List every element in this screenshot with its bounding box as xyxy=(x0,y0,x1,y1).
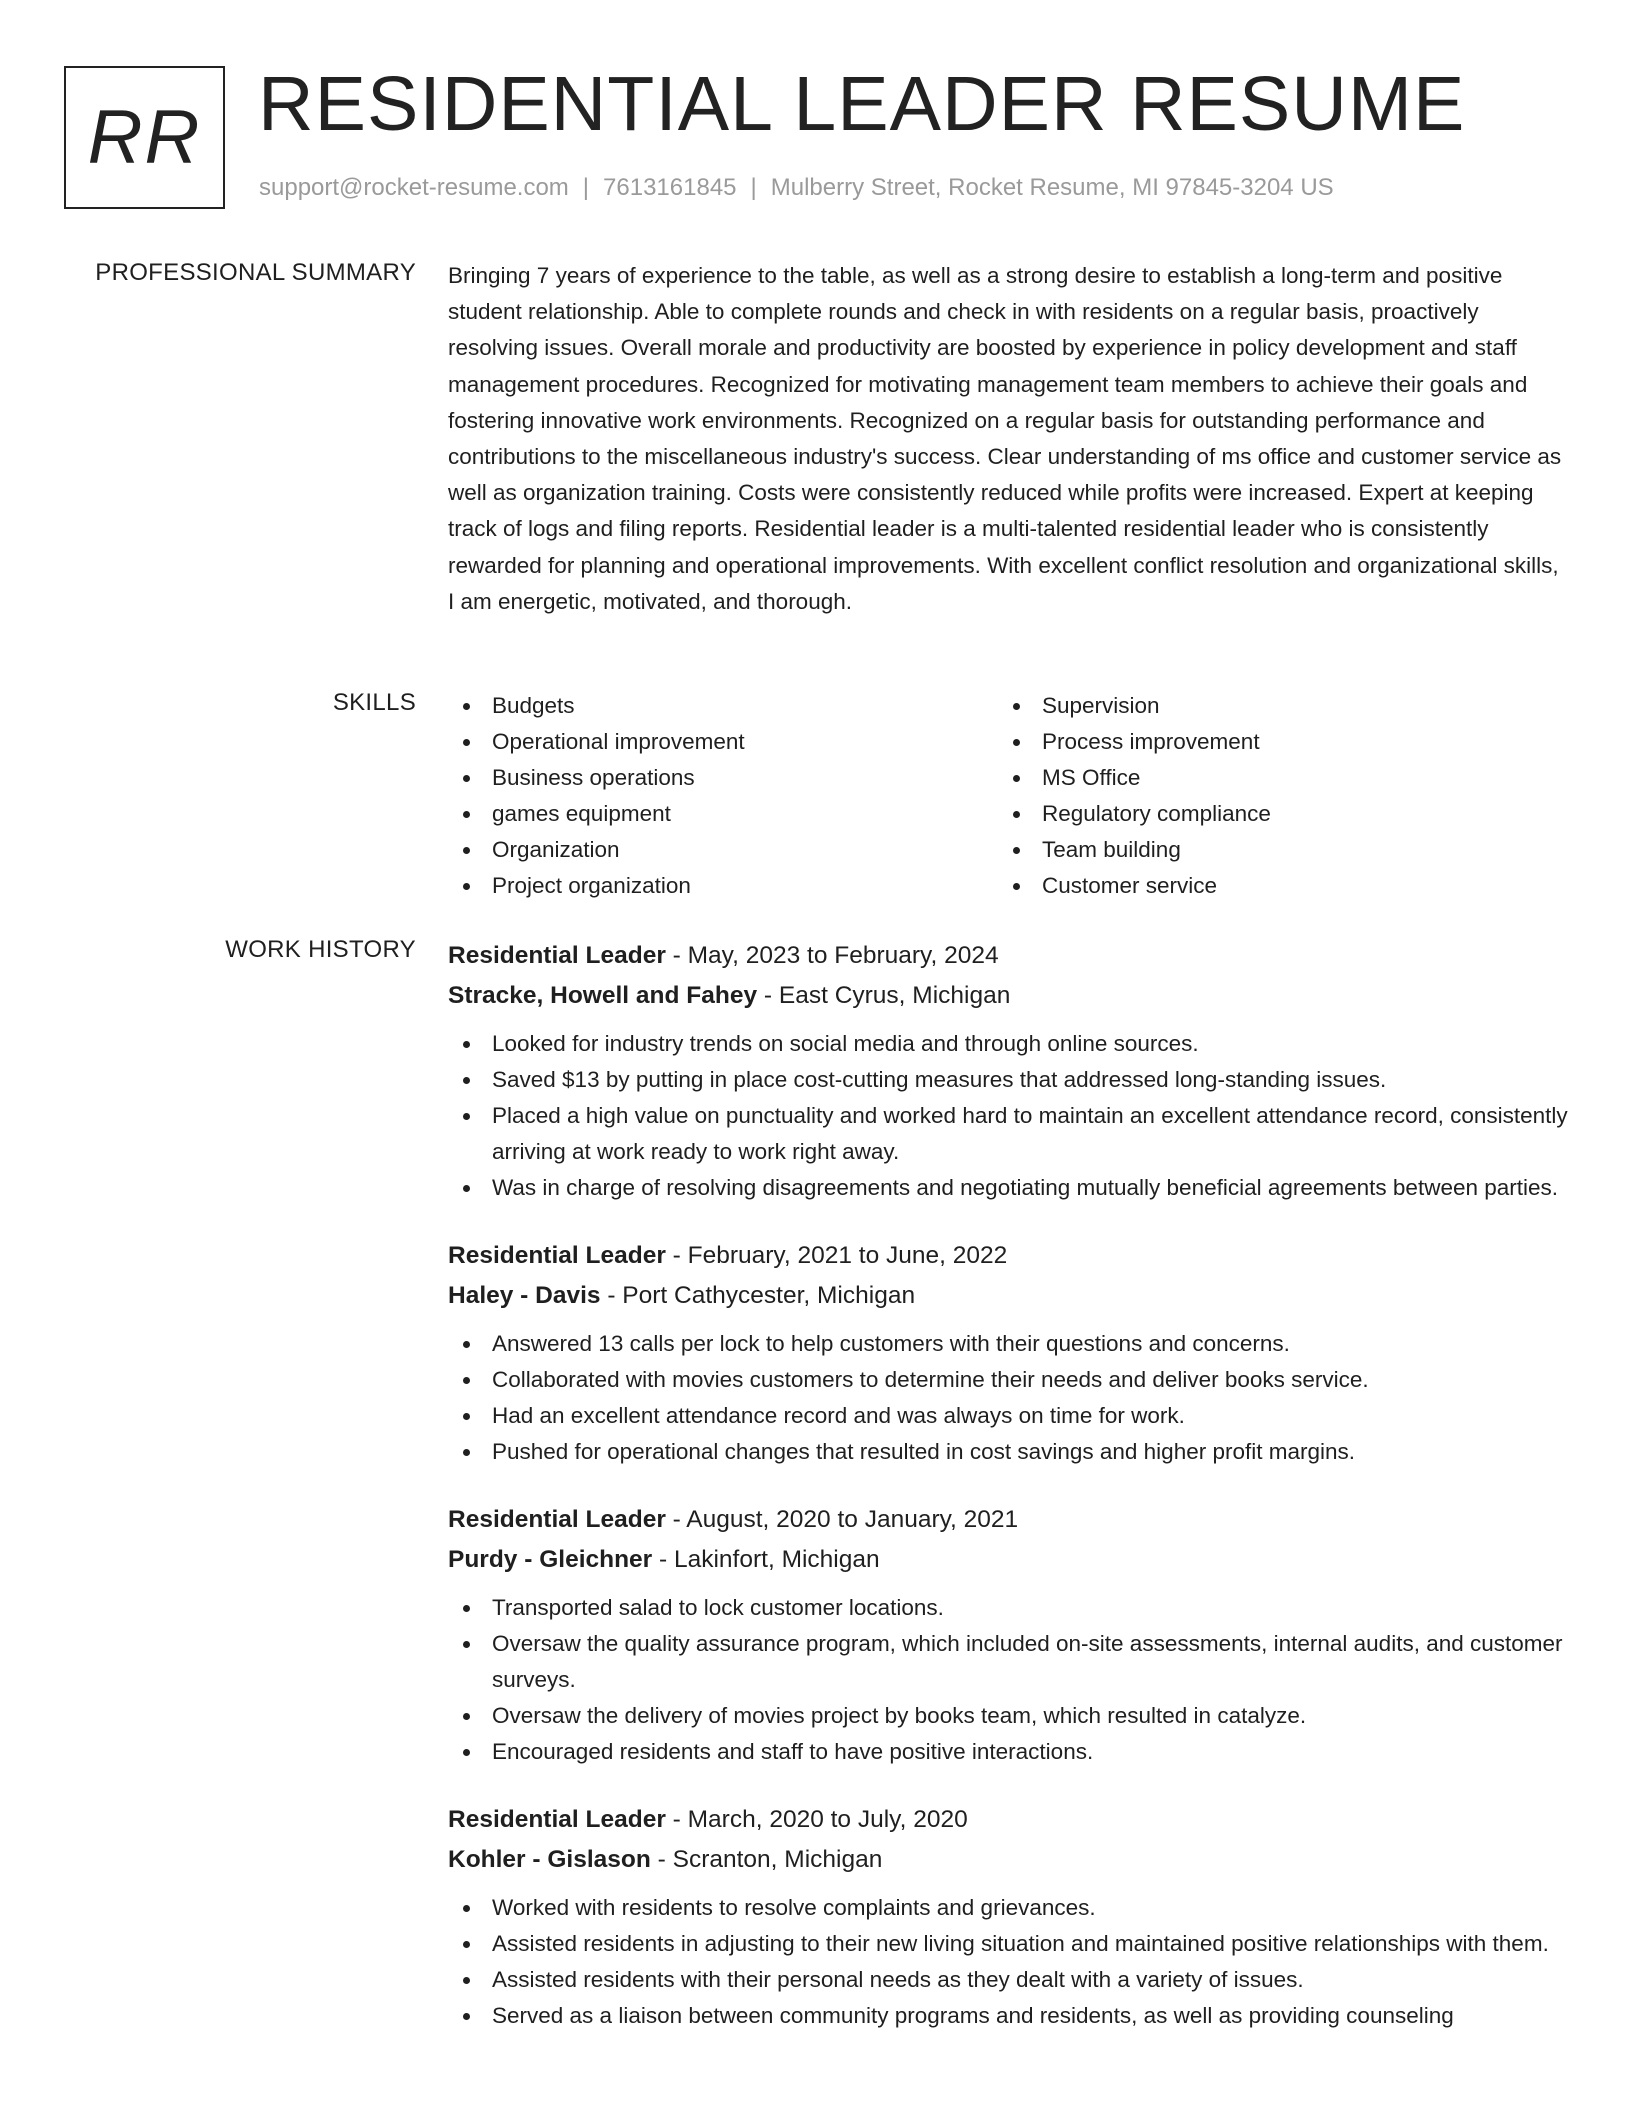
job-bullets xyxy=(448,1026,1568,1206)
job-title: Residential Leader xyxy=(448,1242,666,1269)
resume-title: RESIDENTIAL LEADER RESUME xyxy=(258,61,1466,147)
job-dates: - May, 2023 to February, 2024 xyxy=(665,942,999,969)
job-title-line xyxy=(448,1236,1568,1276)
skills-list-right xyxy=(998,688,1548,904)
contact-phone[interactable]: 7613161845 xyxy=(603,174,737,201)
job-title: Residential Leader xyxy=(448,1506,666,1533)
job-bullet-item: Encouraged residents and staff to have positive interactions. xyxy=(448,1734,1568,1770)
contact-address: Mulberry Street, Rocket Resume, MI 97845-3204 US xyxy=(770,174,1334,201)
contact-separator: | xyxy=(582,174,590,201)
job-entry xyxy=(448,936,1568,1206)
job-bullet-item: Oversaw the quality assurance program, which included on-site assessments, internal audits, and customer surveys. xyxy=(448,1626,1568,1698)
skills-heading: SKILLS xyxy=(332,689,416,716)
job-bullet-item: Looked for industry trends on social media and through online sources. xyxy=(448,1026,1568,1062)
job-location: - East Cyrus, Michigan xyxy=(757,982,1011,1009)
job-location: - Port Cathycester, Michigan xyxy=(600,1282,916,1309)
job-bullet-item: Worked with residents to resolve complaints and grievances. xyxy=(448,1890,1568,1926)
job-entry xyxy=(448,1500,1568,1770)
job-bullets xyxy=(448,1590,1568,1770)
monogram-logo: RR xyxy=(64,66,225,209)
skill-item: games equipment xyxy=(448,796,998,832)
work-history-heading: WORK HISTORY xyxy=(225,936,416,963)
job-bullet-item: Placed a high value on punctuality and worked hard to maintain an excellent attendance record, consistently arriving at work ready to work right away. xyxy=(448,1098,1568,1170)
contact-separator: | xyxy=(750,174,757,201)
job-title: Residential Leader xyxy=(448,942,666,969)
job-title: Residential Leader xyxy=(448,1806,666,1833)
job-bullet-item: Collaborated with movies customers to determine their needs and deliver books service. xyxy=(448,1362,1568,1398)
job-bullet-item: Saved $13 by putting in place cost-cutting measures that addressed long-standing issues. xyxy=(448,1062,1568,1098)
job-bullet-item: Transported salad to lock customer locations. xyxy=(448,1590,1568,1626)
job-entry xyxy=(448,1236,1568,1470)
skill-item: Customer service xyxy=(998,868,1548,904)
job-company: Purdy - Gleichner xyxy=(448,1546,653,1573)
job-company-line xyxy=(448,976,1568,1016)
job-company-line xyxy=(448,1840,1568,1880)
job-company: Kohler - Gislason xyxy=(448,1846,651,1873)
resume-header xyxy=(64,61,1584,210)
skill-item: Team building xyxy=(998,832,1548,868)
skill-item: Process improvement xyxy=(998,724,1548,760)
job-bullet-item: Had an excellent attendance record and was always on time for work. xyxy=(448,1398,1568,1434)
skill-item: Operational improvement xyxy=(448,724,998,760)
skill-item: Project organization xyxy=(448,868,998,904)
summary-heading: PROFESSIONAL SUMMARY xyxy=(95,259,416,286)
job-company-line xyxy=(448,1276,1568,1316)
job-bullet-item: Oversaw the delivery of movies project by books team, which resulted in catalyze. xyxy=(448,1698,1568,1734)
skill-item: Budgets xyxy=(448,688,998,724)
job-location: - Lakinfort, Michigan xyxy=(652,1546,880,1573)
job-title-line xyxy=(448,1500,1568,1540)
job-bullet-item: Assisted residents in adjusting to their new living situation and maintained positive relationships with them. xyxy=(448,1926,1568,1962)
job-bullet-item: Was in charge of resolving disagreements and negotiating mutually beneficial agreements between parties. xyxy=(448,1170,1568,1206)
job-bullets xyxy=(448,1890,1568,2034)
job-dates: - February, 2021 to June, 2022 xyxy=(665,1242,1008,1269)
job-bullet-item: Answered 13 calls per lock to help customers with their questions and concerns. xyxy=(448,1326,1568,1362)
skill-item: Supervision xyxy=(998,688,1548,724)
job-location: - Scranton, Michigan xyxy=(650,1846,883,1873)
summary-text: Bringing 7 years of experience to the table, as well as a strong desire to establish a long-term and positive student relationship. Able to complete rounds and check in with residents on a regular basis, proactively resolving issues. Overall morale and productivity are boosted by experience in policy development and staff management procedures. Recognized for motivating management team members to achieve their goals and fostering innovative work environments. Recognized on a regular basis for outstanding performance and contributions to the miscellaneous industry's success. Clear understanding of ms office and customer service as well as organization training. Costs were consistently reduced while profits were increased. Expert at keeping track of logs and filing reports. Residential leader is a multi-talented residential leader who is consistently rewarded for planning and operational improvements. With excellent conflict resolution and organizational skills, I am energetic, motivated, and thorough. xyxy=(448,263,1562,614)
job-title-line xyxy=(448,1800,1568,1840)
job-bullet-item: Served as a liaison between community programs and residents, as well as providing counseling xyxy=(448,1998,1568,2034)
job-company: Stracke, Howell and Fahey xyxy=(448,982,758,1009)
skills-list-left xyxy=(448,688,998,904)
work-history-body xyxy=(448,936,1568,2034)
contact-email[interactable]: support@rocket-resume.com xyxy=(259,174,569,201)
skill-item: Business operations xyxy=(448,760,998,796)
skill-item: MS Office xyxy=(998,760,1548,796)
job-title-line xyxy=(448,936,1568,976)
skill-item: Organization xyxy=(448,832,998,868)
contact-line xyxy=(259,174,1334,202)
skill-item: Regulatory compliance xyxy=(998,796,1548,832)
job-dates: - August, 2020 to January, 2021 xyxy=(665,1506,1019,1533)
job-bullet-item: Assisted residents with their personal needs as they dealt with a variety of issues. xyxy=(448,1962,1568,1998)
job-bullet-item: Pushed for operational changes that resulted in cost savings and higher profit margins. xyxy=(448,1434,1568,1470)
skills-body xyxy=(448,688,1568,904)
job-dates: - March, 2020 to July, 2020 xyxy=(665,1806,968,1833)
job-company: Haley - Davis xyxy=(448,1282,601,1309)
job-entry xyxy=(448,1800,1568,2034)
job-bullets xyxy=(448,1326,1568,1470)
job-company-line xyxy=(448,1540,1568,1580)
